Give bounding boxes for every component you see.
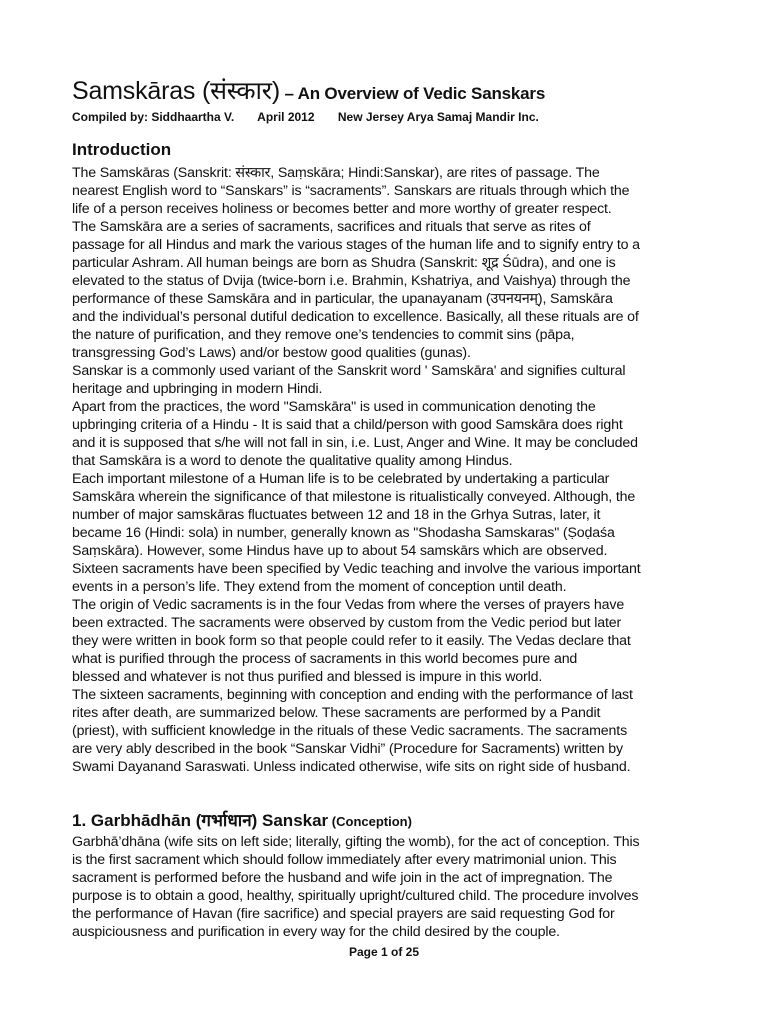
intro-line: The Samskāras (Sanskrit: संस्कार, Saṃskāra; Hindi:Sanskar), are rites of passage. The [72, 165, 600, 181]
intro-line: been extracted. The sacraments were observed by custom from the Vedic period but later [72, 615, 622, 631]
page-number: Page 1 of 25 [348, 945, 420, 959]
intro-line: elevated to the status of Dvija (twice-born i.e. Brahmin, Kshatriya, and Vaishya) through the [72, 273, 631, 289]
intro-line: they were written in book form so that people could refer to it easily. The Vedas declare that [72, 633, 631, 649]
intro-line: The sixteen sacraments, beginning with conception and ending with the performance of last [72, 687, 633, 703]
intro-line: the nature of purification, and they remove one’s tendencies to commit sins (pāpa, [72, 327, 575, 343]
section-1-line: sacrament is performed before the husband and wife join in the act of impregnation. The [72, 870, 613, 886]
section-1-title: 1. Garbhādhān (गर्भाधान) Sanskar [72, 811, 329, 830]
intro-line: upbringing criteria of a Hindu - It is said that a child/person with good Samskāra does right [72, 417, 623, 433]
section-1-heading [72, 808, 412, 831]
intro-line: events in a person’s life. They extend from the moment of conception until death. [72, 579, 567, 595]
compiled-by: Compiled by: Siddhaartha V. [72, 110, 235, 124]
section-1-line: Garbhā’dhāna (wife sits on left side; literally, gifting the womb), for the act of conception. This [72, 834, 640, 850]
introduction-body [72, 164, 698, 776]
section-1-line: the performance of Havan (fire sacrifice) and special prayers are said requesting God for [72, 906, 615, 922]
intro-line: that Samskāra is a word to denote the qualitative quality among Hindus. [72, 453, 513, 469]
intro-line: blessed and whatever is not thus purified and blessed is impure in this world. [72, 669, 543, 685]
intro-line: particular Ashram. All human beings are born as Shudra (Sanskrit: शूद्र Śūdra), and one is [72, 255, 616, 271]
intro-line: transgressing God’s Laws) and/or bestow good qualities (gunas). [72, 345, 471, 361]
intro-line: Each important milestone of a Human life is to be celebrated by undertaking a particular [72, 471, 610, 487]
intro-line: Samskāra wherein the significance of that milestone is ritualistically conveyed. Although, the [72, 489, 636, 505]
intro-line: passage for all Hindus and mark the various stages of the human life and to signify entry to a [72, 237, 640, 253]
section-1-body [72, 833, 698, 941]
document-title [72, 73, 545, 107]
introduction-heading: Introduction [72, 140, 172, 159]
section-1-line: auspiciousness and purification in every way for the child desired by the couple. [72, 924, 560, 940]
organization: New Jersey Arya Samaj Mandir Inc. [337, 110, 539, 124]
intro-line: number of major samskāras fluctuates between 12 and 18 in the Grhya Sutras, later, it [72, 507, 601, 523]
document-meta [72, 110, 559, 124]
intro-line: what is purified through the process of sacraments in this world becomes pure and [72, 651, 578, 667]
intro-line: Apart from the practices, the word "Samskāra" is used in communication denoting the [72, 399, 596, 415]
section-1-line: is the first sacrament which should follow immediately after every matrimonial union. This [72, 852, 617, 868]
title-subtitle: – An Overview of Vedic Sanskars [279, 84, 546, 103]
publish-date: April 2012 [257, 110, 315, 124]
intro-line: Sixteen sacraments have been specified by Vedic teaching and involve the various important [72, 561, 641, 577]
intro-line: are very ably described in the book “Sanskar Vidhi” (Procedure for Sacraments) written by [72, 741, 623, 757]
intro-line: and the individual’s personal dutiful dedication to excellence. Basically, all these rituals are of [72, 309, 639, 325]
intro-line: rites after death, are summarized below. These sacraments are performed by a Pandit [72, 705, 601, 721]
section-1-note: (Conception) [328, 814, 412, 829]
intro-line: life of a person receives holiness or becomes better and more worthy of greater respect. [72, 201, 612, 217]
intro-line: The origin of Vedic sacraments is in the four Vedas from where the verses of prayers have [72, 597, 625, 613]
title-main: Samskāras (संस्कार) [72, 77, 280, 105]
intro-line: performance of these Samskāra and in particular, the upanayanam (उपनयनम्), Samskāra [72, 291, 613, 307]
intro-line: heritage and upbringing in modern Hindi. [72, 381, 323, 397]
intro-line: and it is supposed that s/he will not fall in sin, i.e. Lust, Anger and Wine. It may be concluded [72, 435, 638, 451]
intro-line: Saṃskāra). However, some Hindus have up to about 54 samskārs which are observed. [72, 543, 608, 559]
intro-line: became 16 (Hindi: sola) in number, generally known as "Shodasha Samskaras" (Ṣoḍaśa [72, 525, 615, 541]
intro-line: Swami Dayanand Saraswati. Unless indicated otherwise, wife sits on right side of husband. [72, 759, 631, 775]
intro-line: The Samskāra are a series of sacraments, sacrifices and rituals that serve as rites of [72, 219, 591, 235]
intro-line: nearest English word to “Sanskars” is “sacraments”. Sanskars are rituals through which the [72, 183, 630, 199]
intro-line: Sanskar is a commonly used variant of the Sanskrit word ' Samskāra' and signifies cultural [72, 363, 626, 379]
intro-line: (priest), with sufficient knowledge in the rituals of these Vedic sacraments. The sacraments [72, 723, 628, 739]
section-1-line: purpose is to obtain a good, healthy, spiritually upright/cultured child. The procedure involves [72, 888, 639, 904]
